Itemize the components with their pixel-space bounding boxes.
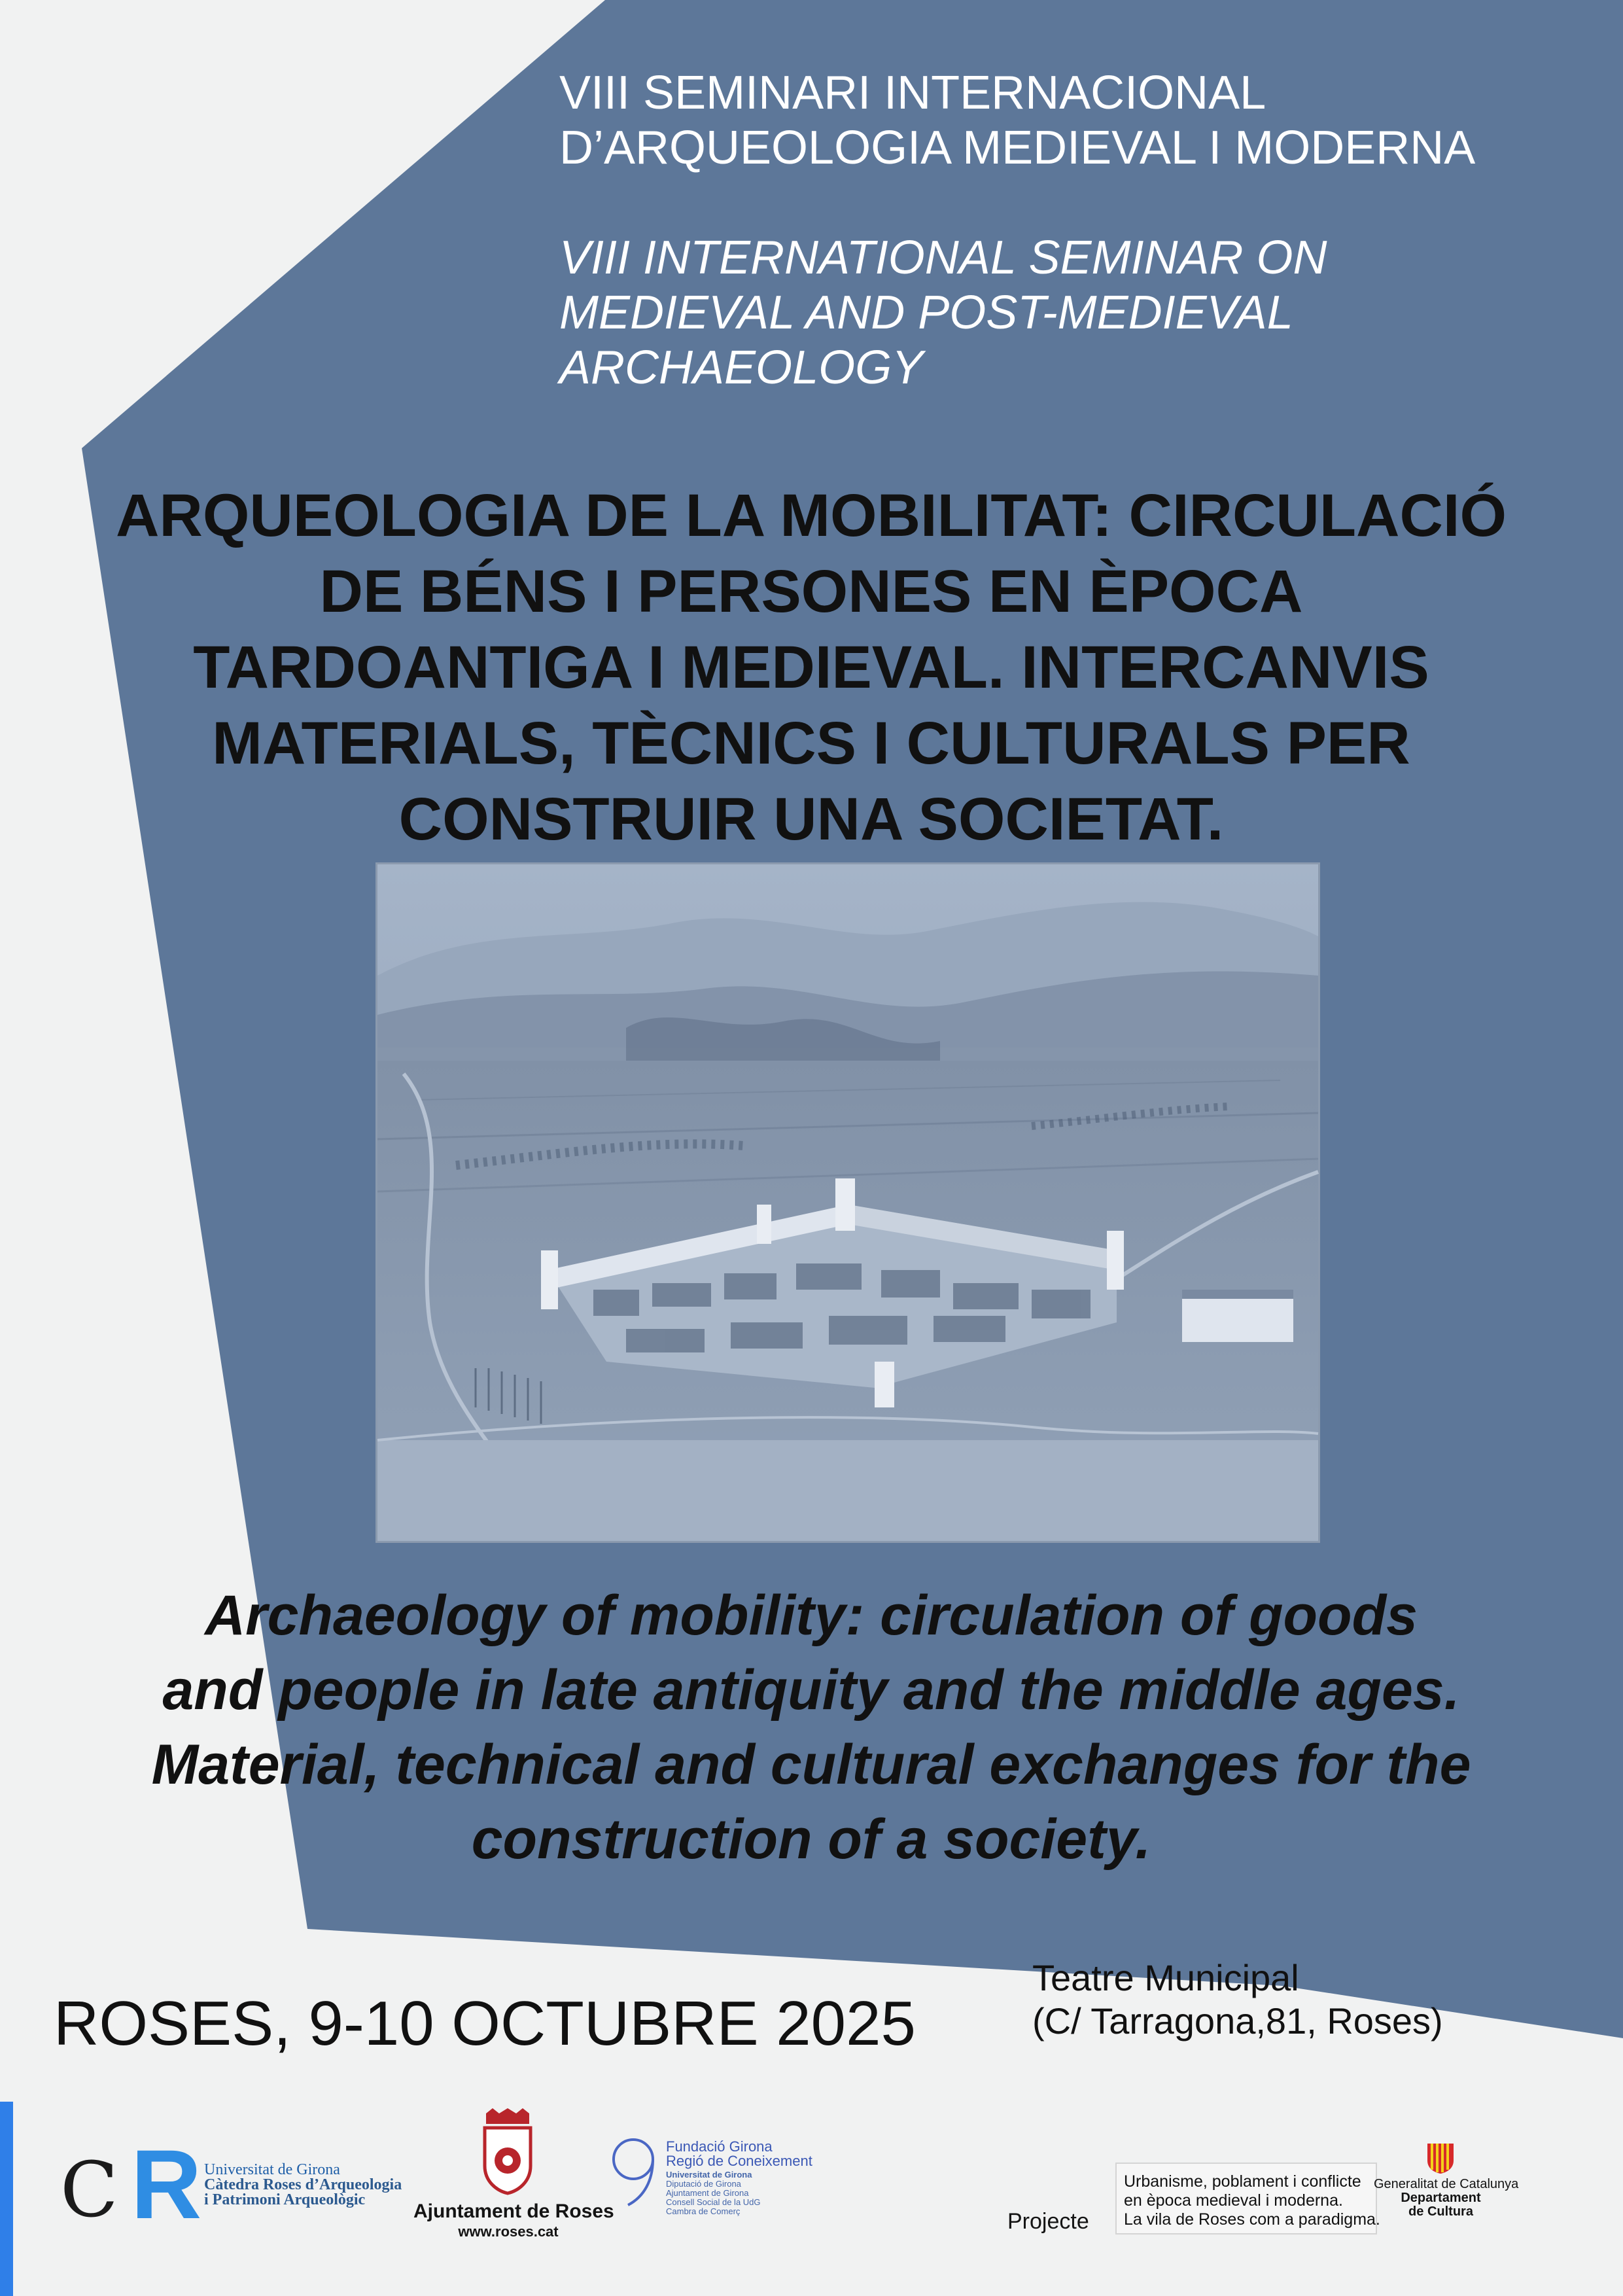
projecte-text: [1124, 2172, 1380, 2229]
english-title-line: Material, technical and cultural exchanges for the: [151, 1733, 1471, 1796]
fundacio-member: Consell Social de la UdG: [666, 2197, 761, 2207]
generalitat-line-2: Departament: [1401, 2191, 1481, 2205]
fundacio-line-2: Regió de Coneixement: [666, 2153, 812, 2169]
seminar-heading: [559, 65, 1580, 395]
accent-bar: [0, 2102, 13, 2296]
projecte-line-3: La vila de Roses com a paradigma.: [1124, 2210, 1380, 2229]
catedra-monogram-r: R: [131, 2129, 202, 2239]
event-date-place: ROSES, 9-10 OCTUBRE 2025: [54, 1988, 916, 2058]
generalitat-text: [1374, 2177, 1519, 2219]
catalan-title-line: CONSTRUIR UNA SOCIETAT.: [398, 786, 1224, 853]
ajuntament-url[interactable]: www.roses.cat: [458, 2223, 559, 2240]
projecte-line-2: en època medieval i moderna.: [1124, 2191, 1343, 2210]
venue: [1032, 1956, 1443, 2043]
english-title-line: Archaeology of mobility: circulation of goods: [205, 1584, 1418, 1647]
seminar-english-line-3: ARCHAEOLOGY: [559, 342, 924, 394]
projecte-label: Projecte: [1007, 2209, 1089, 2234]
english-title-line: construction of a society.: [471, 1808, 1151, 1871]
catedra-monogram-r-icon: [131, 2129, 202, 2239]
catedra-line-1: Universitat de Girona: [204, 2161, 340, 2178]
catedra-monogram-c: C: [60, 2146, 118, 2234]
roses-shield-icon: [481, 2108, 534, 2193]
fundacio-member: Universitat de Girona: [666, 2170, 752, 2180]
fundacio-girona-icon: [608, 2134, 661, 2206]
seminar-catalan-line-1: VIII SEMINARI INTERNACIONAL: [559, 67, 1266, 119]
english-title: [20, 1578, 1603, 1877]
english-title-line: and people in late antiquity and the middle ages.: [162, 1659, 1460, 1722]
fundacio-line-1: Fundació Girona: [666, 2138, 773, 2155]
town-illustration: [375, 862, 1320, 1543]
venue-name: Teatre Municipal: [1032, 1957, 1299, 1998]
catedra-line-3: i Patrimoni Arqueològic: [204, 2191, 366, 2208]
venue-address: (C/ Tarragona,81, Roses): [1032, 2000, 1443, 2041]
fundacio-member: Diputació de Girona: [666, 2179, 741, 2189]
generalitat-line-1: Generalitat de Catalunya: [1374, 2177, 1519, 2191]
catalan-title-line: TARDOANTIGA I MEDIEVAL. INTERCANVIS: [193, 634, 1429, 701]
fundacio-member: Cambra de Comerç: [666, 2206, 741, 2216]
catedra-line-2: Càtedra Roses d’Arqueologia: [204, 2176, 402, 2193]
catedra-logo-text: [204, 2163, 402, 2208]
seminar-english-line-2: MEDIEVAL AND POST-MEDIEVAL: [559, 287, 1293, 339]
fundacio-logo-text: [666, 2140, 812, 2168]
catalan-title-line: MATERIALS, TÈCNICS I CULTURALS PER: [212, 710, 1410, 777]
catalan-title: [26, 478, 1596, 857]
projecte-line-1: Urbanisme, poblament i conflicte: [1124, 2172, 1361, 2191]
seminar-english-line-1: VIII INTERNATIONAL SEMINAR ON: [559, 232, 1327, 284]
fundacio-members: [666, 2170, 761, 2216]
seminar-catalan-line-2: D’ARQUEOLOGIA MEDIEVAL I MODERNA: [559, 122, 1476, 174]
generalitat-line-3: de Cultura: [1408, 2204, 1473, 2219]
fundacio-member: Ajuntament de Girona: [666, 2188, 749, 2198]
generalitat-emblem-icon: [1425, 2141, 1456, 2174]
catalan-title-line: ARQUEOLOGIA DE LA MOBILITAT: CIRCULACIÓ: [115, 482, 1507, 549]
ajuntament-name: Ajuntament de Roses: [413, 2200, 614, 2222]
catalan-title-line: DE BÉNS I PERSONES EN ÈPOCA: [319, 558, 1303, 625]
